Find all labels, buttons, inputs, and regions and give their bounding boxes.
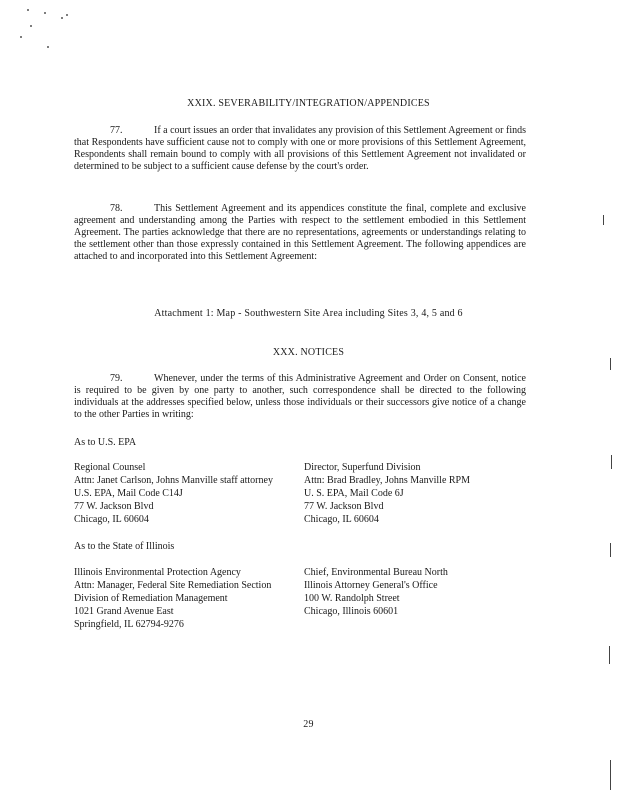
address-line: U.S. EPA, Mail Code C14J	[74, 488, 183, 499]
illinois-label: As to the State of Illinois	[74, 541, 175, 552]
scan-margin-mark	[610, 760, 611, 790]
address-line: 1021 Grand Avenue East	[74, 606, 174, 617]
address-line: 100 W. Randolph Street	[304, 593, 400, 604]
paragraph-text: This Settlement Agreement and its appendices constitute the final, complete and exclusive agreement and understanding among the Parties with respect to the settlement embodied in this Settlement Agreement. The parties acknowledge that there are no representations, agreements or understandings relating to the settlement other than those expressly contained in this Settlement Agreement. The following appendices are attached to and incorporated into this Settlement Agreement:	[74, 203, 526, 262]
address-line: Attn: Brad Bradley, Johns Manville RPM	[304, 475, 471, 486]
scan-margin-mark	[609, 646, 610, 664]
scan-speck	[66, 14, 68, 16]
attachment-line: Attachment 1: Map - Southwestern Site Area including Sites 3, 4, 5 and 6	[154, 308, 463, 319]
scan-margin-mark	[603, 215, 604, 225]
paragraph-78	[74, 203, 526, 263]
paragraph-number: 79.	[110, 373, 123, 384]
address-line: U. S. EPA, Mail Code 6J	[304, 488, 404, 499]
scan-speck	[20, 36, 22, 38]
address-line: Chicago, Illinois 60601	[304, 606, 399, 617]
paragraph-number: 78.	[110, 203, 123, 214]
address-line: Division of Remediation Management	[74, 593, 228, 604]
address-line: 77 W. Jackson Blvd	[74, 501, 154, 512]
scan-margin-mark	[610, 358, 611, 370]
address-line: Chief, Environmental Bureau North	[304, 567, 448, 578]
address-line: Chicago, IL 60604	[74, 514, 149, 525]
scan-speck	[47, 46, 49, 48]
scan-speck	[27, 9, 29, 11]
address-line: Regional Counsel	[74, 462, 146, 473]
scan-speck	[30, 25, 32, 27]
epa-label: As to U.S. EPA	[74, 437, 137, 448]
paragraph-text: Whenever, under the terms of this Administrative Agreement and Order on Consent, notice is required to be given by one party to another, such correspondence shall be directed to the following individuals at the addresses specified below, unless those individuals or their successors give notice of a change to the other Parties in writing:	[74, 373, 526, 420]
address-line: Illinois Attorney General's Office	[304, 580, 438, 591]
address-line: Attn: Janet Carlson, Johns Manville staff attorney	[74, 475, 273, 486]
epa-address-left	[74, 462, 273, 527]
address-line: 77 W. Jackson Blvd	[304, 501, 384, 512]
scan-margin-mark	[611, 455, 612, 469]
section-heading-severability: XXIX. SEVERABILITY/INTEGRATION/APPENDICES	[187, 98, 430, 109]
section-heading-notices: XXX. NOTICES	[272, 347, 345, 358]
address-line: Springfield, IL 62794-9276	[74, 619, 184, 630]
page-number: 29	[303, 719, 314, 730]
illinois-address-right	[304, 567, 448, 619]
address-line: Director, Superfund Division	[304, 462, 421, 473]
paragraph-text: If a court issues an order that invalidates any provision of this Settlement Agreement or finds that Respondents have sufficient cause not to comply with one or more provisions of this Settlement Agreement, Respondents shall remain bound to comply with all provisions of this Settlement Agreement not invalidated or determined to be subject to a sufficient cause defense by the court's order.	[74, 125, 526, 172]
illinois-address-left	[74, 567, 271, 632]
scan-speck	[44, 12, 46, 14]
epa-address-right	[304, 462, 470, 527]
paragraph-number: 77.	[110, 125, 123, 136]
scan-margin-mark	[610, 543, 611, 557]
address-line: Attn: Manager, Federal Site Remediation Section	[74, 580, 272, 591]
paragraph-77	[74, 125, 526, 173]
address-line: Chicago, IL 60604	[304, 514, 379, 525]
scan-speck	[61, 17, 63, 19]
paragraph-79	[74, 373, 526, 421]
address-line: Illinois Environmental Protection Agency	[74, 567, 241, 578]
